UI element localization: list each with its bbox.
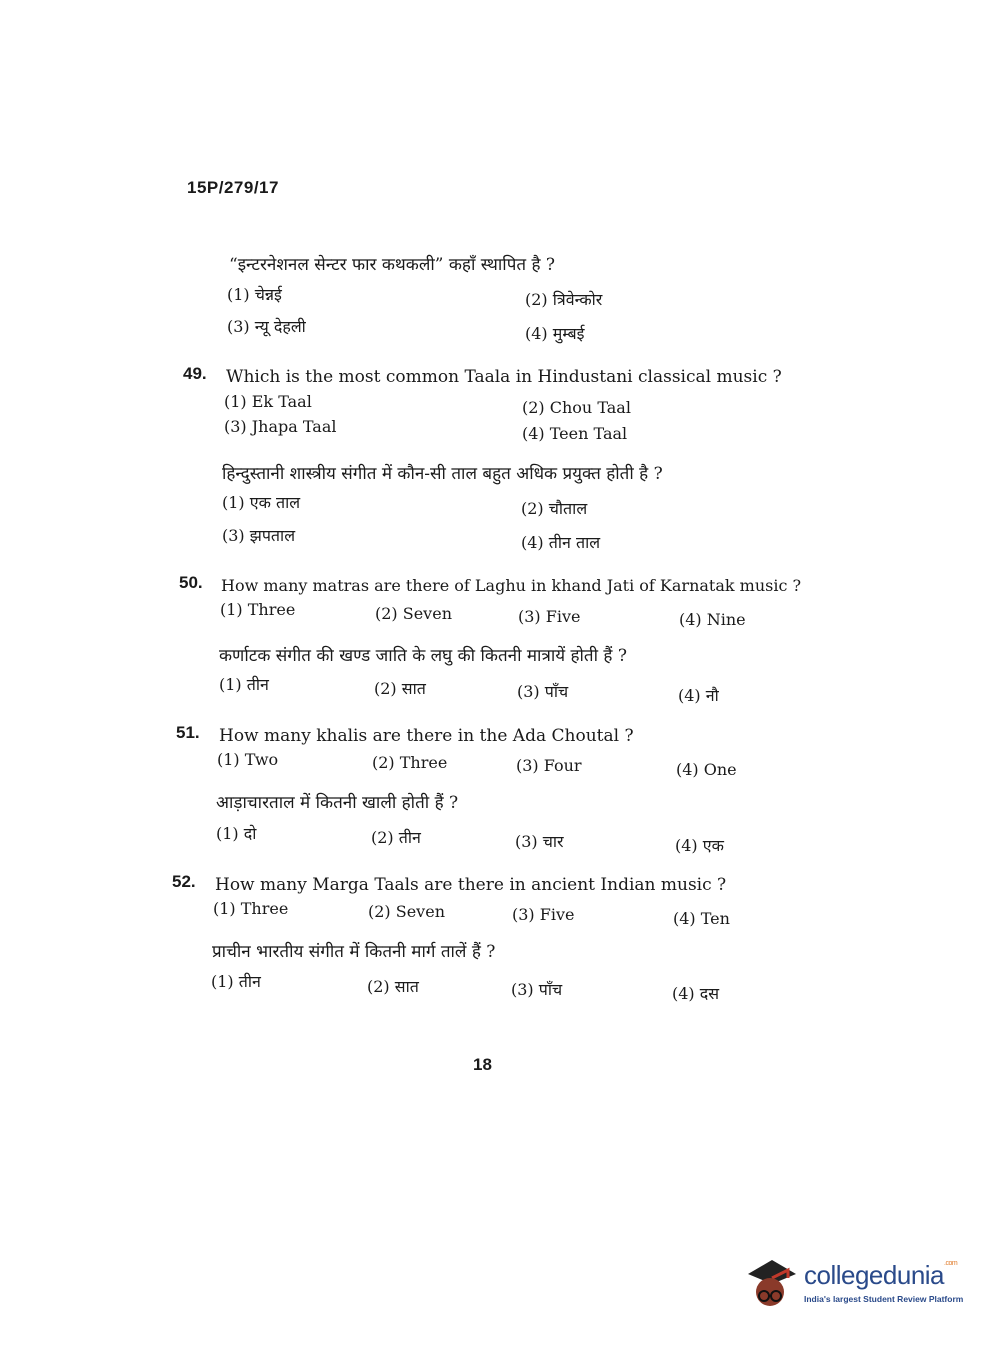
q50-number: 50. (179, 573, 203, 592)
q50-option-1: (1) Three (220, 600, 296, 619)
q48-hindi-text: “इन्टरनेशनल सेन्टर फार कथकली” कहाँ स्थापित है ? (229, 255, 556, 275)
collegedunia-logo (742, 1252, 972, 1312)
q49-option-3: (3) Jhapa Taal (224, 417, 337, 436)
paper-code: 15P/279/17 (187, 178, 279, 197)
q49-hindi-option-1: (1) एक ताल (222, 493, 301, 512)
q50-hindi-text: कर्णाटक संगीत की खण्ड जाति के लघु की कितनी मात्रायें होती हैं ? (219, 646, 627, 666)
q52-hindi-text: प्राचीन भारतीय संगीत में कितनी मार्ग तालें हैं ? (212, 942, 496, 962)
q51-english-text: How many khalis are there in the Ada Choutal ? (219, 726, 634, 746)
q50-hindi-option-1: (1) तीन (219, 675, 269, 694)
q51-option-2: (2) Three (372, 753, 448, 772)
q51-number: 51. (176, 723, 200, 742)
q52-hindi-option-4: (4) दस (672, 984, 720, 1003)
q52-option-4: (4) Ten (673, 909, 730, 928)
q51-option-4: (4) One (676, 760, 737, 779)
q50-english-text: How many matras are there of Laghu in khand Jati of Karnatak music ? (221, 576, 802, 595)
q52-number: 52. (172, 872, 196, 891)
q49-option-1: (1) Ek Taal (224, 392, 312, 411)
q48-hindi-option-2: (2) त्रिवेन्कोर (525, 290, 603, 309)
q49-hindi-text: हिन्दुस्तानी शास्त्रीय संगीत में कौन-सी ताल बहुत अधिक प्रयुक्त होती है ? (222, 464, 663, 484)
q51-hindi-option-1: (1) दो (216, 824, 257, 843)
q51-hindi-option-2: (2) तीन (371, 828, 421, 847)
q51-hindi-text: आड़ाचारताल में कितनी खाली होती हैं ? (216, 793, 459, 813)
q51-hindi-option-3: (3) चार (515, 832, 564, 851)
q48-hindi-option-4: (4) मुम्बई (525, 324, 585, 343)
q52-option-2: (2) Seven (368, 902, 445, 921)
q49-hindi-option-2: (2) चौताल (521, 499, 588, 518)
q52-option-1: (1) Three (213, 899, 289, 918)
logo-tagline: India's largest Student Review Platform (804, 1294, 964, 1304)
q50-hindi-option-4: (4) नौ (678, 686, 719, 705)
q52-hindi-option-1: (1) तीन (211, 972, 261, 991)
q49-hindi-option-3: (3) झपताल (222, 526, 296, 545)
q49-english-text: Which is the most common Taala in Hindustani classical music ? (226, 367, 782, 387)
q49-number: 49. (183, 364, 207, 383)
q48-hindi-option-3: (3) न्यू देहली (227, 317, 306, 336)
q49-hindi-option-4: (4) तीन ताल (521, 533, 601, 552)
q50-option-4: (4) Nine (679, 610, 746, 629)
q50-option-3: (3) Five (518, 607, 581, 626)
q51-hindi-option-4: (4) एक (675, 836, 724, 855)
q52-option-3: (3) Five (512, 905, 575, 924)
q50-option-2: (2) Seven (375, 604, 452, 623)
q52-hindi-option-2: (2) सात (367, 977, 419, 996)
q52-hindi-option-3: (3) पाँच (511, 980, 563, 999)
q50-hindi-option-2: (2) सात (374, 679, 426, 698)
mascot-icon (742, 1252, 802, 1312)
page-number: 18 (473, 1055, 492, 1074)
q51-option-1: (1) Two (217, 750, 279, 769)
q49-option-4: (4) Teen Taal (522, 424, 628, 443)
logo-wordmark: collegedunia$^{.com}$ (804, 1260, 958, 1290)
q48-hindi-option-1: (1) चेन्नई (227, 285, 282, 304)
q51-option-3: (3) Four (516, 756, 582, 775)
q49-option-2: (2) Chou Taal (522, 398, 631, 417)
q52-english-text: How many Marga Taals are there in ancient Indian music ? (215, 875, 727, 895)
q50-hindi-option-3: (3) पाँच (517, 682, 569, 701)
